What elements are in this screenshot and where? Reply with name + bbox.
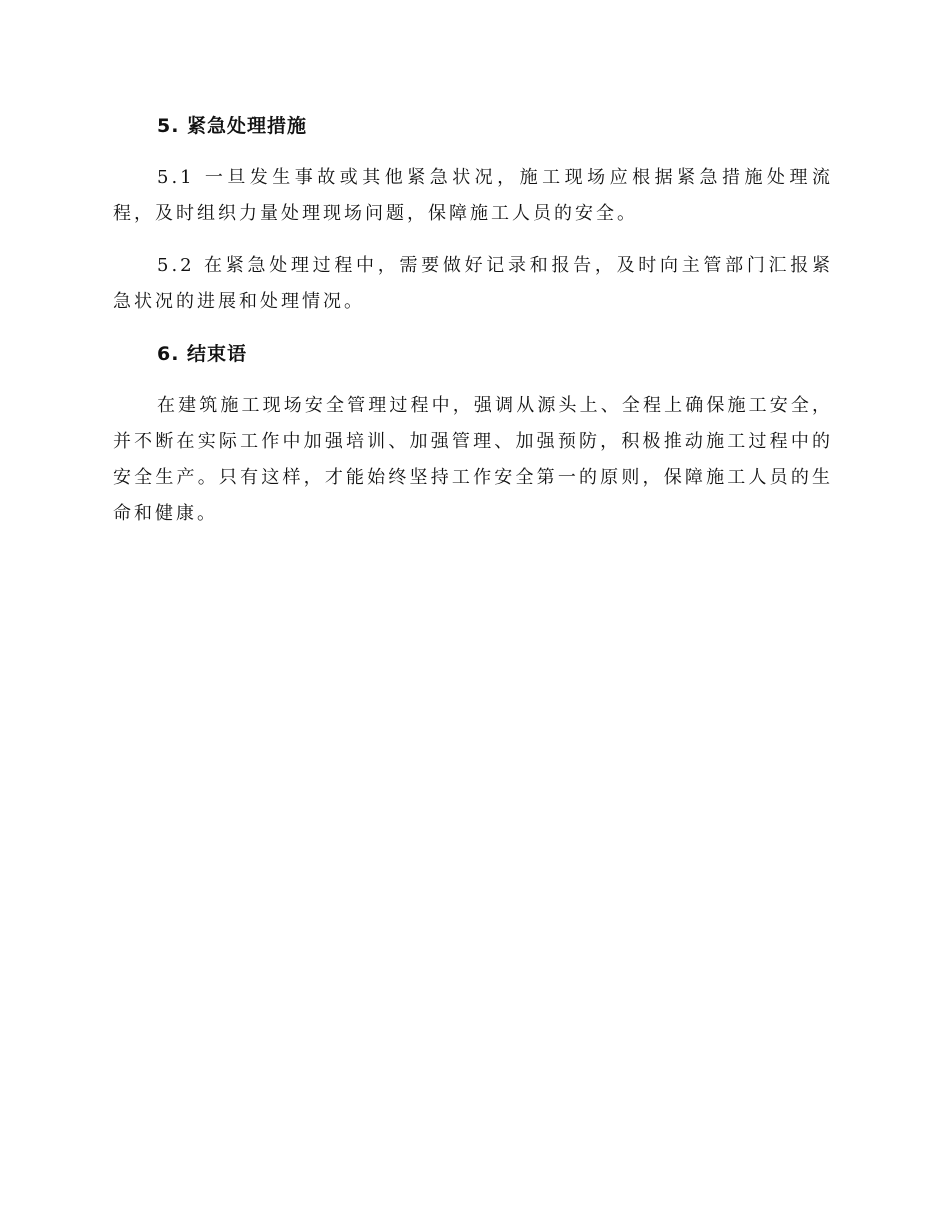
document-body bbox=[113, 108, 833, 532]
paragraph-5-1: 5.1 一旦发生事故或其他紧急状况，施工现场应根据紧急措施处理流程，及时组织力量处理现场问题，保障施工人员的安全。 bbox=[113, 167, 833, 224]
section-heading-emergency-measures: 5. 紧急处理措施 bbox=[157, 115, 308, 137]
paragraph-conclusion: 在建筑施工现场安全管理过程中，强调从源头上、全程上确保施工安全，并不断在实际工作中加强培训、加强管理、加强预防，积极推动施工过程中的安全生产。只有这样，才能始终坚持工作安全第一的原则，保障施工人员的生命和健康。 bbox=[113, 395, 833, 524]
paragraph-5-2: 5.2 在紧急处理过程中，需要做好记录和报告，及时向主管部门汇报紧急状况的进展和处理情况。 bbox=[113, 255, 833, 312]
section-heading-conclusion: 6. 结束语 bbox=[157, 343, 248, 365]
